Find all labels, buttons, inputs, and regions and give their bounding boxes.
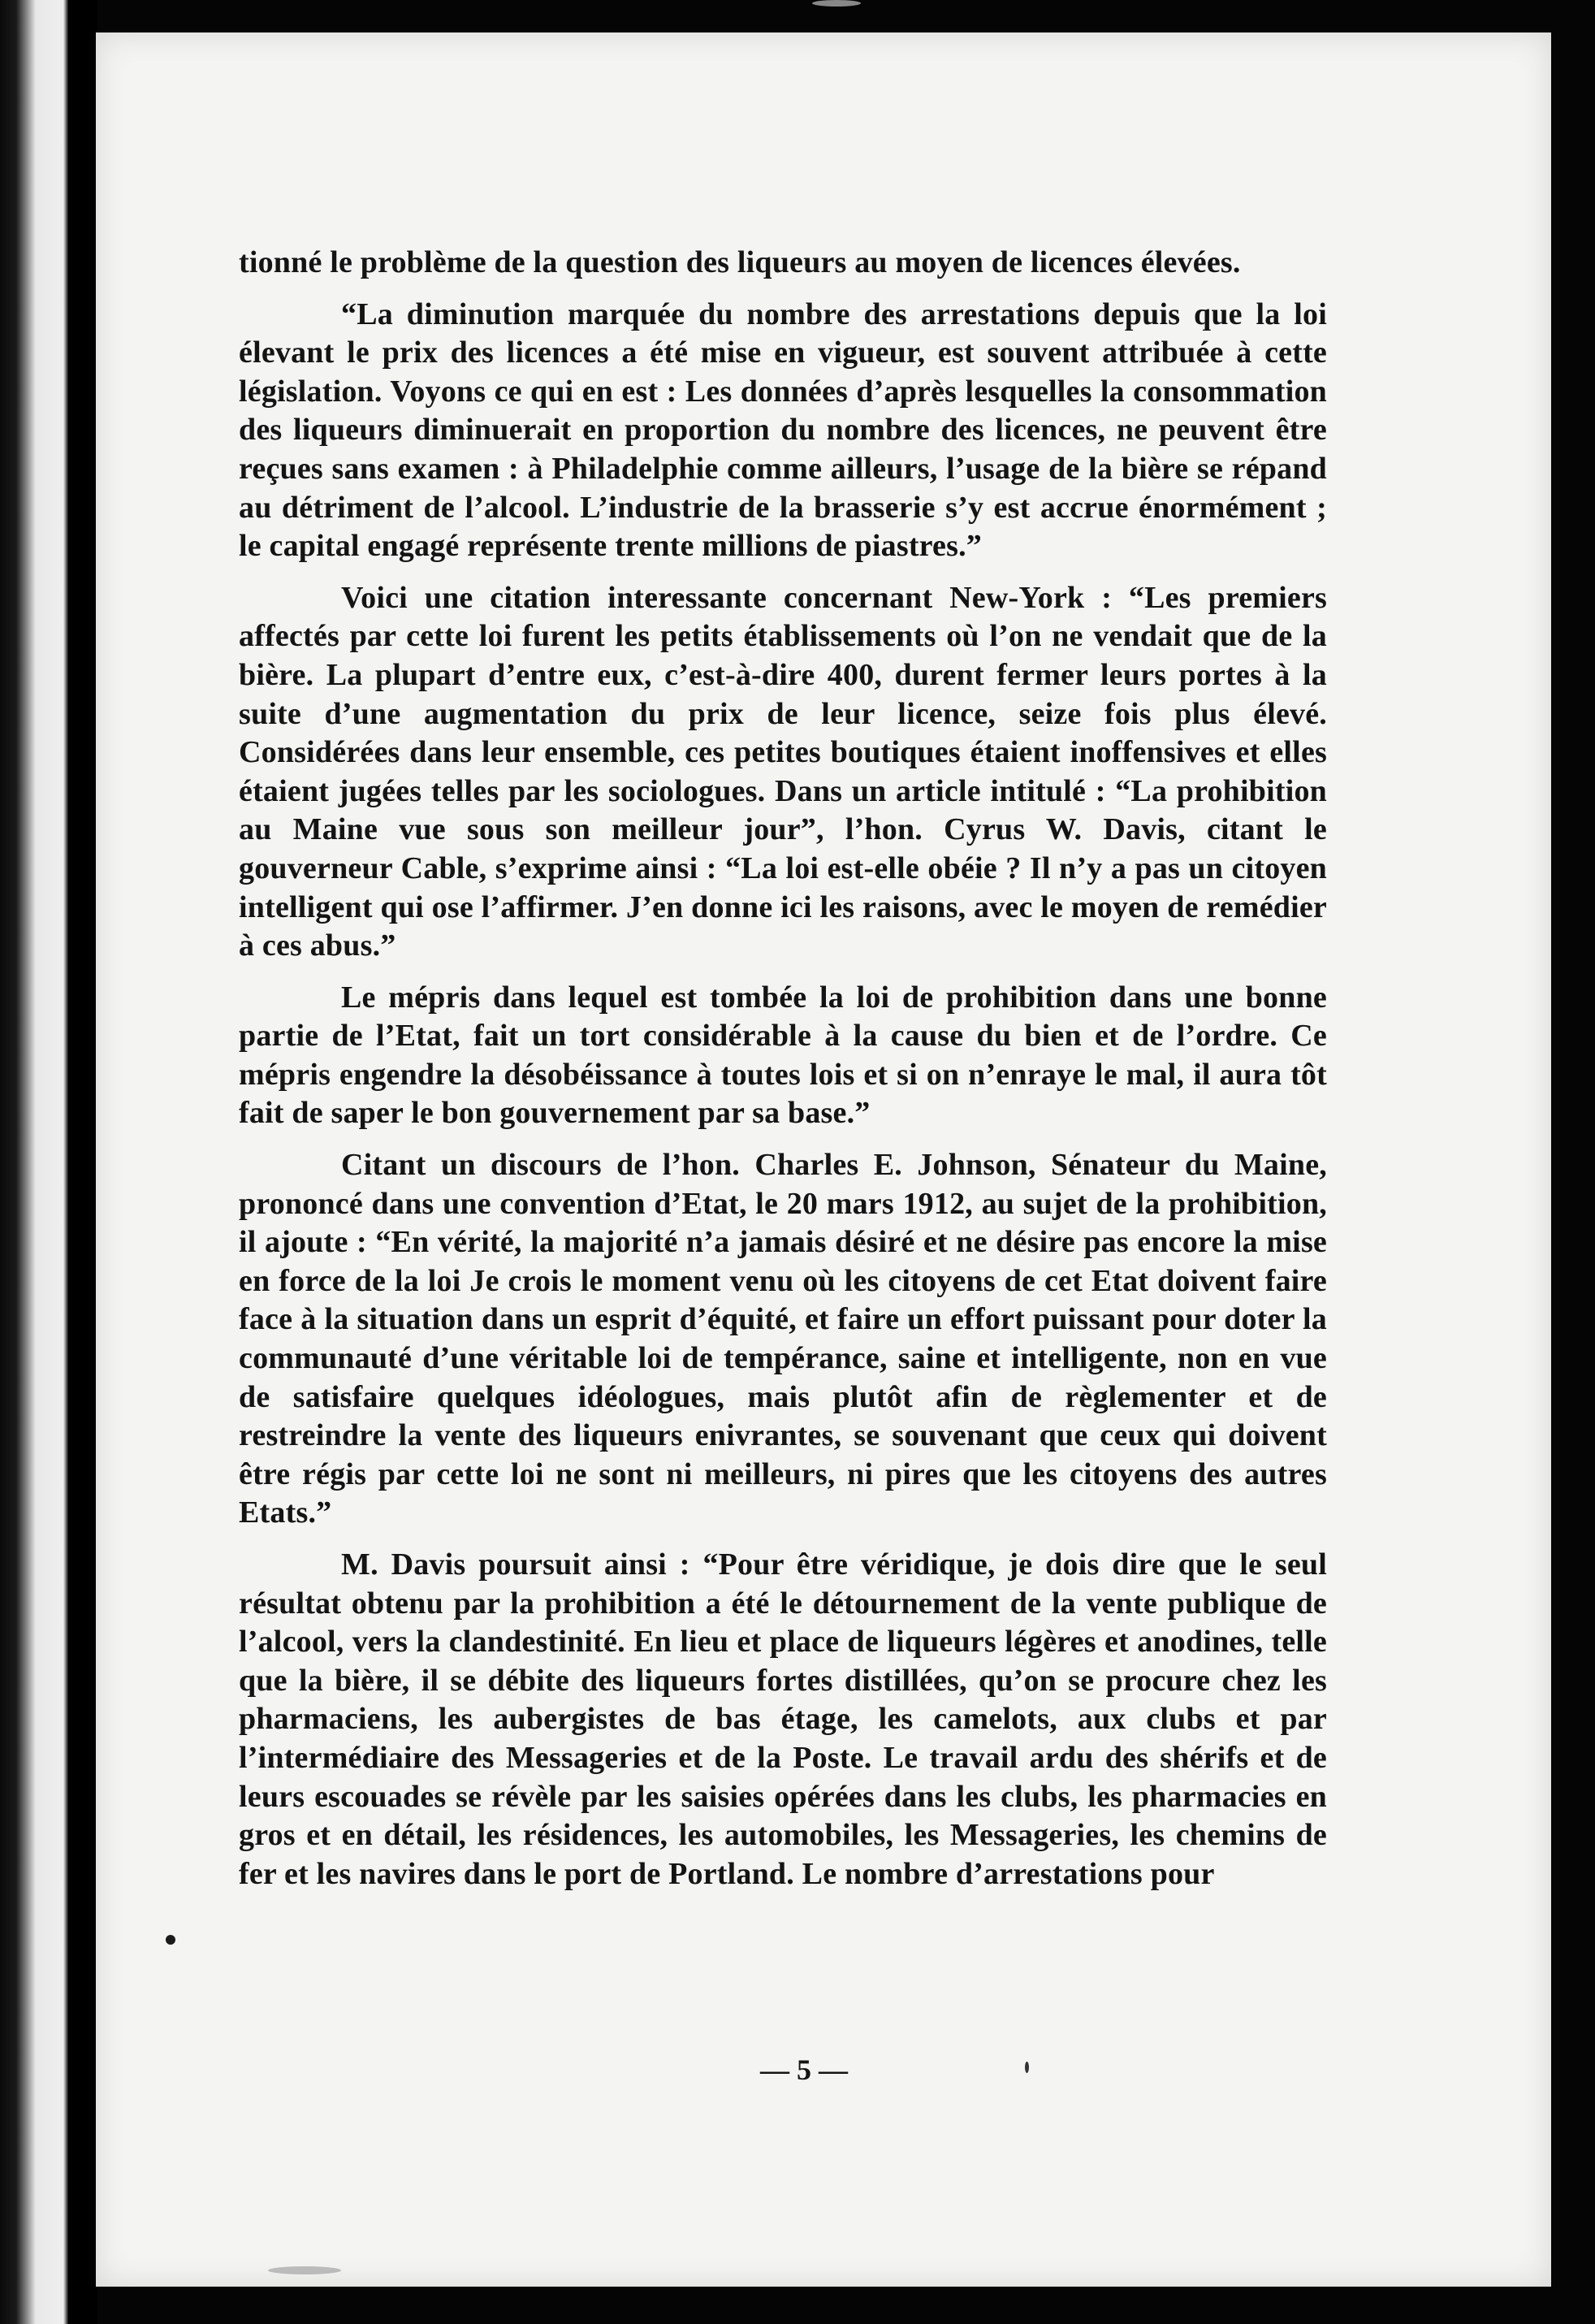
paragraph: M. Davis poursuit ainsi : “Pour être véridique, je dois dire que le seul résultat obtenu par la prohibition a été le détournement de la vente publique de l’alcool, vers la clandestinité. En lieu et place de liqueurs légères et anodines, telle que la bière, il se débite des liqueurs fortes distillées, qu’on se procure chez les pharmaciens, les aubergistes de bas étage, les camelots, aux clubs et par l’intermédiaire des Messageries et de la Poste. Le travail ardu des shérifs et de leurs escouades se révèle par les saisies opérées dans les clubs, les pharmacies en gros et en détail, les résidences, les automobiles, les Messageries, les chemins de fer et les navires dans le port de Portland. Le nombre d’arrestations pour (239, 1547, 1327, 1891)
paragraph: tionné le problème de la question des liqueurs au moyen de licences élevées. (239, 245, 1241, 279)
scan-border (1550, 24, 1595, 2299)
scan-artifact (812, 0, 861, 6)
margin-mark (166, 1935, 175, 1945)
paragraph: Citant un discours de l’hon. Charles E. Johnson, Sénateur du Maine, prononcé dans une convention d’Etat, le 20 mars 1912, au sujet de la prohibition, il ajoute : “En vérité, la majorité n’a jamais désiré et ne désire pas encore la mise en force de la loi Je crois le moment venu où les citoyens de cet Etat doivent faire face à la situation dans un esprit d’équité, et faire un effort puissant pour doter la communauté d’une véritable loi de tempérance, saine et intelligente, non en vue de satisfaire quelques idéologues, mais plutôt afin de règlementer et de restreindre la vente des liqueurs enivrantes, se souvenant que ceux qui doivent être régis par cette loi ne sont ni meilleurs, ni pires que les citoyens des autres Etats.” (239, 1148, 1327, 1530)
paragraph: Le mépris dans lequel est tombée la loi de prohibition dans une bonne partie de l’Etat, fait un tort considérable à la cause du bien et de l’ordre. Ce mépris engendre la désobéissance à toutes lois et si on n’enraye le mal, il aura tôt fait de saper le bon gouvernement par sa base.” (239, 980, 1327, 1131)
scan-artifact (268, 2266, 341, 2274)
paragraph: Voici une citation interessante concernant New-York : “Les premiers affectés par cette loi furent les petits établissements où l’on ne vendait que de la bière. La plupart d’entre eux, c’est-à-dire 400, durent fermer leurs portes à la suite d’une augmentation du prix de leur licence, seize fois plus élevé. Considérées dans leur ensemble, ces petites boutiques étaient inoffensives et elles étaient jugées telles par les sociologues. Dans un article intitulé : “La prohibition au Maine vue sous son meilleur jour”, l’hon. Cyrus W. Davis, citant le gouverneur Cable, s’exprime ainsi : “La loi est-elle obéie ? Il n’y a pas un citoyen intelligent qui ose l’affirmer. J’en donne ici les raisons, avec le moyen de remédier à ces abus.” (239, 580, 1327, 963)
binding-gutter (68, 0, 97, 2324)
page-number: — 5 — (760, 2054, 848, 2086)
body-text (239, 244, 1327, 1893)
scan-artifact (1025, 2062, 1029, 2073)
adjacent-page-edge (0, 0, 70, 2324)
paragraph: “La diminution marquée du nombre des arrestations depuis que la loi élevant le prix des licences a été mise en vigueur, est souvent attribuée à cette législation. Voyons ce qui en est : Les données d’après lesquelles la consommation des liqueurs diminuerait en proportion du nombre des licences, ne peuvent être reçues sans examen : à Philadelphie comme ailleurs, l’usage de la bière se répand au détriment de l’alcool. L’industrie de la brasserie s’y est accrue énormément ; le capital engagé représente trente millions de piastres.” (239, 296, 1327, 564)
